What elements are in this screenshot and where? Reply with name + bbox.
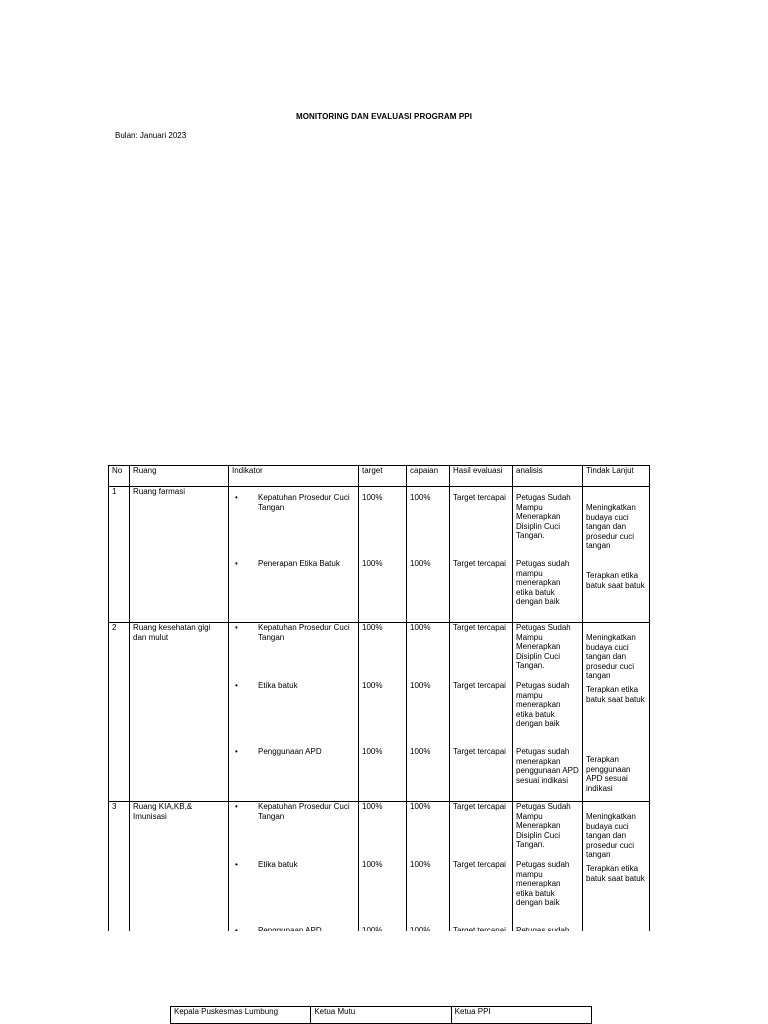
hasil-value: Target tercapai xyxy=(453,493,506,502)
analisis-value: Petugas sudah mampu menerapkan etika batuk dengan baik xyxy=(516,681,570,728)
tindak-value: Terapkan penggunaan APD sesuai indikasi xyxy=(586,755,631,793)
tindak-value: Meningkatkan budaya cuci tangan dan prosedur cuci tangan xyxy=(586,812,636,859)
bullet-icon: • xyxy=(235,493,238,502)
hasil-value: Target tercapai xyxy=(453,747,506,756)
indicator-item xyxy=(232,860,355,870)
target-cell xyxy=(359,487,407,623)
room-name: Ruang farmasi xyxy=(130,487,229,623)
indicator-cell xyxy=(229,487,359,623)
capaian-value: 100% xyxy=(410,681,431,690)
capaian-value: 100% xyxy=(410,559,431,568)
signature-ppi: Ketua PPI xyxy=(451,1007,591,1024)
header-cell: Ruang xyxy=(130,466,229,487)
row-number: 1 xyxy=(109,487,130,623)
indicator-item xyxy=(232,493,355,512)
target-cell xyxy=(359,802,407,935)
row-number: 2 xyxy=(109,623,130,802)
tindak-value: Terapkan etika batuk saat batuk xyxy=(586,571,645,590)
tindak-value: Terapkan etika batuk saat batuk xyxy=(586,685,645,704)
capaian-value: 100% xyxy=(410,623,431,632)
signature-table xyxy=(170,1006,592,1024)
header-cell: capaian xyxy=(407,466,450,487)
document-title: MONITORING DAN EVALUASI PROGRAM PPI xyxy=(295,112,473,121)
tindak-cell xyxy=(583,487,650,623)
indicator-text: Kepatuhan Prosedur Cuci Tangan xyxy=(258,493,350,512)
indicator-text: Etika batuk xyxy=(258,860,298,869)
table-header-row xyxy=(109,466,650,487)
table-row xyxy=(109,487,650,623)
bullet-icon: • xyxy=(235,681,238,690)
header-cell: analisis xyxy=(513,466,583,487)
analisis-value: Petugas Sudah Mampu Menerapkan Disiplin Cuci Tangan. xyxy=(516,493,571,540)
analisis-value: Petugas sudah menerapkan penggunaan APD sesuai indikasi xyxy=(516,747,579,785)
capaian-value: 100% xyxy=(410,802,431,811)
header-cell: Indikator xyxy=(229,466,359,487)
analisis-value: Petugas Sudah Mampu Menerapkan Disiplin Cuci Tangan. xyxy=(516,623,571,670)
tindak-cell xyxy=(583,802,650,935)
indicator-text: Kepatuhan Prosedur Cuci Tangan xyxy=(258,802,350,821)
indicator-cell xyxy=(229,802,359,935)
capaian-value: 100% xyxy=(410,860,431,869)
target-value: 100% xyxy=(362,681,383,690)
indicator-text: Kepatuhan Prosedur Cuci Tangan xyxy=(258,623,350,642)
analisis-cell xyxy=(513,623,583,802)
analisis-value: Petugas Sudah Mampu Menerapkan Disiplin Cuci Tangan. xyxy=(516,802,571,849)
tindak-cell xyxy=(583,623,650,802)
hasil-value: Target tercapai xyxy=(453,559,506,568)
signature-kepala: Kepala Puskesmas Lumbung xyxy=(171,1007,311,1024)
target-value: 100% xyxy=(362,623,383,632)
analisis-cell xyxy=(513,487,583,623)
indicator-text: Etika batuk xyxy=(258,681,298,690)
indicator-item xyxy=(232,747,355,757)
evaluation-table xyxy=(108,465,650,935)
tindak-value: Meningkatkan budaya cuci tangan dan prosedur cuci tangan xyxy=(586,633,636,680)
header-cell: target xyxy=(359,466,407,487)
hasil-value: Target tercapai xyxy=(453,623,506,632)
indicator-item xyxy=(232,802,355,821)
indicator-text: Penerapan Etika Batuk xyxy=(258,559,340,568)
bullet-icon: • xyxy=(235,802,238,811)
hasil-cell xyxy=(450,623,513,802)
bullet-icon: • xyxy=(235,559,238,568)
hasil-value: Target tercapai xyxy=(453,681,506,690)
hasil-value: Target tercapai xyxy=(453,860,506,869)
hasil-cell xyxy=(450,802,513,935)
header-cell: No xyxy=(109,466,130,487)
analisis-value: Petugas sudah mampu menerapkan etika batuk dengan baik xyxy=(516,559,570,606)
indicator-item xyxy=(232,681,355,691)
row-number: 3 xyxy=(109,802,130,935)
tindak-value: Meningkatkan budaya cuci tangan dan prosedur cuci tangan xyxy=(586,503,636,550)
room-name: Ruang kesehatan gigi dan mulut xyxy=(130,623,229,802)
target-cell xyxy=(359,623,407,802)
hasil-value: Target tercapai xyxy=(453,802,506,811)
capaian-cell xyxy=(407,623,450,802)
month-label: Bulan: Januari 2023 xyxy=(115,131,187,140)
analisis-value: Petugas sudah mampu menerapkan etika batuk dengan baik xyxy=(516,860,570,907)
tindak-value: Terapkan etika batuk saat batuk xyxy=(586,864,645,883)
indicator-item xyxy=(232,623,355,642)
indicator-item xyxy=(232,559,355,569)
room-name: Ruang KIA,KB,& Imunisasi xyxy=(130,802,229,935)
capaian-cell xyxy=(407,802,450,935)
indicator-cell xyxy=(229,623,359,802)
hasil-cell xyxy=(450,487,513,623)
capaian-cell xyxy=(407,487,450,623)
target-value: 100% xyxy=(362,747,383,756)
target-value: 100% xyxy=(362,493,383,502)
bullet-icon: • xyxy=(235,747,238,756)
header-cell: Tindak Lanjut xyxy=(583,466,650,487)
analisis-cell xyxy=(513,802,583,935)
header-cell: Hasil evaluasi xyxy=(450,466,513,487)
table-row xyxy=(109,623,650,802)
bullet-icon: • xyxy=(235,623,238,632)
signature-mutu: Ketua Mutu xyxy=(311,1007,451,1024)
target-value: 100% xyxy=(362,559,383,568)
table-row xyxy=(109,802,650,935)
target-value: 100% xyxy=(362,860,383,869)
bullet-icon: • xyxy=(235,860,238,869)
capaian-value: 100% xyxy=(410,747,431,756)
indicator-text: Penggunaan APD xyxy=(258,747,322,756)
capaian-value: 100% xyxy=(410,493,431,502)
target-value: 100% xyxy=(362,802,383,811)
